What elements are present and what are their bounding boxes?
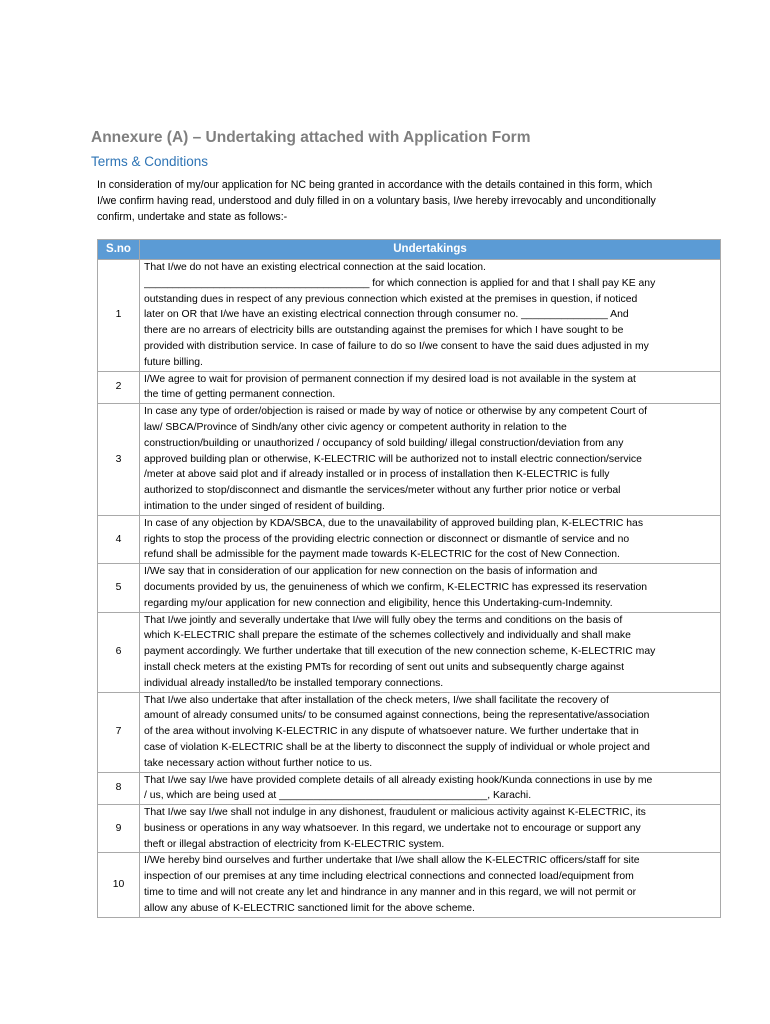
undertaking-line: take necessary action without further notice to us. <box>144 757 373 769</box>
row-number: 5 <box>98 564 140 612</box>
undertaking-line: provided with distribution service. In case of failure to do so I/we consent to have the said dues adjusted in my <box>144 340 649 352</box>
table-row <box>98 772 721 805</box>
table-row <box>98 805 721 853</box>
undertaking-line: construction/building or unauthorized / occupancy of sold building/ illegal construction/deviation from any <box>144 437 624 449</box>
undertaking-line: documents provided by us, the genuineness of which we confirm, K-ELECTRIC has expressed its reservation <box>144 581 648 593</box>
table-body <box>98 260 721 918</box>
undertaking-line: business or operations in any way whatsoever. In this regard, we undertake not to encourage or support any <box>144 822 641 834</box>
undertaking-line: rights to stop the process of the providing electric connection or disconnect or dismantle of service and no <box>144 533 630 545</box>
undertaking-line: That I/we also undertake that after installation of the check meters, I/we shall facilitate the recovery of <box>144 694 609 706</box>
row-number: 1 <box>98 260 140 372</box>
table-row <box>98 692 721 772</box>
undertaking-line: That I/we jointly and severally undertake that I/we will fully obey the terms and conditions on the basis of <box>144 614 623 626</box>
undertaking-text <box>140 515 721 563</box>
row-number: 4 <box>98 515 140 563</box>
undertaking-line: later on OR that I/we have an existing electrical connection through consumer no. _______________ And <box>144 309 629 321</box>
undertaking-line: In case any type of order/objection is raised or made by way of notice or otherwise by any competent Court of <box>144 406 648 418</box>
undertaking-line: allow any abuse of K-ELECTRIC sanctioned limit for the above scheme. <box>144 902 475 914</box>
table-row <box>98 564 721 612</box>
undertaking-line: refund shall be admissible for the payment made towards K-ELECTRIC for the cost of New Connection. <box>144 549 620 561</box>
undertaking-text <box>140 772 721 805</box>
undertaking-text <box>140 564 721 612</box>
undertaking-line: amount of already consumed units/ to be consumed against connections, being the representative/association <box>144 710 650 722</box>
undertaking-line: regarding my/our application for new connection and eligibility, hence this Undertaking-cum-Indemnity. <box>144 597 613 609</box>
undertaking-line: there are no arrears of electricity bills are outstanding against the premises for which I have sought to be <box>144 325 624 337</box>
undertakings-table <box>97 239 721 918</box>
table-row <box>98 515 721 563</box>
undertaking-line: the time of getting permanent connection. <box>144 389 336 401</box>
undertaking-line: authorized to stop/disconnect and dismantle the services/meter without any further prior notice or verbal <box>144 485 621 497</box>
undertaking-text <box>140 260 721 372</box>
undertaking-line: case of violation K-ELECTRIC shall be at the liberty to disconnect the supply of individual or whole project and <box>144 741 650 753</box>
intro-line: In consideration of my/our application for NC being granted in accordance with the details contained in this form, which <box>97 179 653 191</box>
undertaking-line: law/ SBCA/Province of Sindh/any other civic agency or competent authority in relation to the <box>144 421 567 433</box>
undertaking-line: That I/we say I/we have provided complete details of all already existing hook/Kunda connections in use by me <box>144 774 653 786</box>
table-row <box>98 260 721 372</box>
undertaking-text <box>140 371 721 404</box>
undertaking-line: of the area without involving K-ELECTRIC in any dispute of whatsoever nature. We further undertake that in <box>144 726 639 738</box>
table-row <box>98 853 721 917</box>
row-number: 10 <box>98 853 140 917</box>
undertaking-line: intimation to the under singed of resident of building. <box>144 500 385 512</box>
undertaking-line: which K-ELECTRIC shall prepare the estimate of the schemes collectively and individually and shall make <box>144 630 631 642</box>
undertaking-line: In case of any objection by KDA/SBCA, due to the unavailability of approved building plan, K-ELECTRIC has <box>144 517 644 529</box>
row-number: 2 <box>98 371 140 404</box>
row-number: 8 <box>98 772 140 805</box>
undertaking-line: install check meters at the existing PMTs for recording of sent out units and subsequently charge against <box>144 661 624 673</box>
undertaking-line: time to time and will not create any let and hindrance in any manner and in this regard, we will not permit or <box>144 887 637 899</box>
undertaking-line: I/We say that in consideration of our application for new connection on the basis of information and <box>144 566 598 578</box>
undertakings-header: Undertakings <box>140 240 721 260</box>
undertaking-line: future billing. <box>144 356 203 368</box>
undertaking-text <box>140 853 721 917</box>
undertaking-text <box>140 692 721 772</box>
undertaking-line: approved building plan or otherwise, K-ELECTRIC will be authorized not to install electric connection/service <box>144 453 642 465</box>
undertaking-line: outstanding dues in respect of any previous connection which existed at the premises in question, if noticed <box>144 293 638 305</box>
sno-header: S.no <box>98 240 140 260</box>
undertaking-text <box>140 612 721 692</box>
undertaking-line: I/We agree to wait for provision of permanent connection if my desired load is not available in the system at <box>144 373 636 385</box>
undertaking-line: I/We hereby bind ourselves and further undertake that I/we shall allow the K-ELECTRIC officers/staff for site <box>144 855 640 867</box>
intro-line: I/we confirm having read, understood and duly filled in on a voluntary basis, I/we hereby irrevocably and unconditionally <box>97 195 656 207</box>
undertaking-text <box>140 404 721 516</box>
intro-paragraph <box>97 177 722 225</box>
page-title: Annexure (A) – Undertaking attached with Application Form <box>91 129 531 146</box>
undertaking-text <box>140 805 721 853</box>
section-title: Terms & Conditions <box>91 154 209 169</box>
undertaking-line: _______________________________________ for which connection is applied for and that I shall pay KE any <box>144 277 656 289</box>
undertaking-line: That I/we do not have an existing electrical connection at the said location. <box>144 262 486 273</box>
intro-line: confirm, undertake and state as follows:- <box>97 211 288 223</box>
undertaking-line: inspection of our premises at any time including electrical connections and connected load/equipment from <box>144 871 634 883</box>
table-row <box>98 612 721 692</box>
row-number: 6 <box>98 612 140 692</box>
row-number: 3 <box>98 404 140 516</box>
table-row <box>98 371 721 404</box>
undertaking-line: /meter at above said plot and if already installed or in process of installation then K-ELECTRIC is fully <box>144 469 610 481</box>
undertaking-line: payment accordingly. We further undertake that till execution of the new connection scheme, K-ELECTRIC may <box>144 646 656 658</box>
undertaking-line: individual already installed/to be installed temporary connections. <box>144 677 444 689</box>
row-number: 7 <box>98 692 140 772</box>
table-row <box>98 404 721 516</box>
table-header-row <box>98 240 721 260</box>
row-number: 9 <box>98 805 140 853</box>
undertaking-line: / us, which are being used at ____________________________________, Karachi. <box>144 790 532 802</box>
undertaking-line: theft or illegal abstraction of electricity from K-ELECTRIC system. <box>144 838 445 850</box>
undertaking-line: That I/we say I/we shall not indulge in any dishonest, fraudulent or malicious activity against K-ELECTRIC, its <box>144 807 646 819</box>
